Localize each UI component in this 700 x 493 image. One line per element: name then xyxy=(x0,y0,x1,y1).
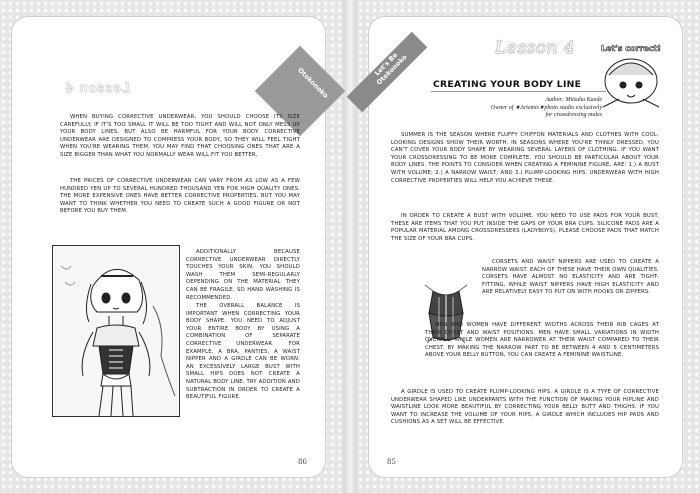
page-number: 86 xyxy=(298,458,307,466)
paragraph-5: A GIRDLE IS USED TO CREATE PLUMP-LOOKING HIPS. A GIRDLE IS A TYPE OF CORRECTIVE UNDERWEAR SHAPED LIKE UNDERPANTS WITH THE FUNCTION OF MAKING YOUR HIPLINE AND WAISTLINE LOOK MORE BEAUTIFUL BY CORRECTING YOUR BELLY BUTT AND THIGHS. IF YOU WANT TO INCREASE THE VOLUME OF YOUR HIPS, A GIRDLE WHICH INCLUDES HIP PADS AND CUSHIONS AS A SET WILL BE EFFECTIVE. xyxy=(391,389,659,426)
right-page xyxy=(369,17,682,477)
paragraph-2: IN ORDER TO CREATE A BUST WITH VOLUME, YOU NEED TO USE PADS FOR YOUR BUST. THESE ARE ITEMS THAT YOU PUT INSIDE THE GAPS OF YOUR BRA CUPS. SILICONE PADS ARE A POPULAR MATERIAL AMONG CROSSDRESSERS (LADYBOYS). PLEASE CHOOSE PADS THAT MATCH THE SIZE OF YOUR BRA CUPS. xyxy=(391,213,659,242)
mascot-badge xyxy=(591,37,671,119)
manga-illustration xyxy=(52,245,180,417)
lesson-label: Lesson 4 xyxy=(495,38,576,58)
credit-owner: Owner of ★Artemis★photo studio exclusively xyxy=(490,104,602,111)
book-gutter xyxy=(343,0,357,493)
crossdresser-figure-image xyxy=(53,246,179,416)
mirrored-lesson-header: Lesson 4 xyxy=(64,81,131,96)
page-number: 85 xyxy=(387,458,396,466)
paragraph-4: THE OVERALL BALANCE IS IMPORTANT WHEN CORRECTING YOUR BODY SHAPE. YOU NEED TO ADJUST YOUR ENTIRE BODY BY USING A COMBINATION OF SEPARATE CORRECTIVE UNDERWEAR. FOR EXAMPLE, A BRA, PANTIES, A WAIST NIPPER AND A GIRDLE CAN BE WORN. AN EXCESSIVELY LARGE BUST WITH SMALL HIPS DOES NOT CREATE A NATURAL BODY LINE. TRY ADDITION AND SUBTRACTION IN ORDER TO CREATE A BEAUTIFUL FIGURE. xyxy=(186,303,300,401)
credit-author: Author: Mitsuha Kaede xyxy=(545,97,602,103)
left-page xyxy=(12,17,330,477)
side-tab-label: Let's Be Otokonoko xyxy=(373,51,409,87)
credit-note: for crossdressing males xyxy=(545,112,602,118)
corner-tab-label: Otokonoko xyxy=(296,66,330,100)
paragraph-1: SUMMER IS THE SEASON WHERE FLUFFY CHIFFON MATERIALS AND CLOTHES WITH COOL-LOOKING DESIGNS SHOW THEIR WORTH. IN SEASONS WHERE YOU'RE THINLY DRESSED, YOU CAN'T COVER YOUR BODY SHAPE BY WEARING SEVERAL LAYERS OF CLOTHING. IF YOU WANT YOUR CROSSDRESSING TO BE MORE COMPLETE, YOU SHOULD BE PARTICULAR ABOUT YOUR BODY LINES. THE POINTS TO CONSIDER WHEN CREATING A FEMININE FIGURE, ARE: 1.) A BUST WITH VOLUME; 2.) A NARROW WAIST; AND 3.) PLUMP-LOOKING HIPS. UNDERWEAR WITH HIGH CORRECTIVE PROPERTIES WILL HELP YOU ACHIEVE THESE. xyxy=(391,132,659,184)
paragraph-4: MEN AND WOMEN HAVE DIFFERENT WIDTHS ACROSS THEIR RIB CAGES AT THEIR CHEST AND WAIST POSITIONS. MEN HAVE SMALL VARIATIONS IN WIDTH OVERALL, WHILE WOMEN ARE NARROWER AT THEIR WAIST COMPARED TO THEIR CHEST. BY MAKING THE NARROW PART TO BE BETWEEN 4 AND 5 CENTIMETERS ABOVE YOUR BELLY BUTTON, YOU CAN CREATE A FEMININE WAISTLINE. xyxy=(425,322,659,359)
chapter-title: CREATING YOUR BODY LINE xyxy=(433,79,582,90)
badge-text: Let's correct! xyxy=(600,44,662,53)
paragraph-3: ADDITIONALLY BECAUSE CORRECTIVE UNDERWEAR DIRECTLY TOUCHES YOUR SKIN, YOU SHOULD WASH THEM SEMI-REGULARLY DEPENDING ON THE MATERIAL THEY CAN BE FRAGILE, SO HAND WASHING IS RECOMMENDED. xyxy=(186,249,300,301)
paragraph-3: CORSETS AND WAIST NIPPERS ARE USED TO CREATE A NARROW WAIST. EACH OF THESE HAVE THEIR OWN QUALITIES. CORSETS HAVE ALMOST NO ELASTICITY AND ARE TIGHT-FITTING, WHILE WAIST NIPPERS HAVE HIGH ELASTICITY AND ARE RELATIVELY EASY TO PUT ON WITH HOOKS OR ZIPPERS. xyxy=(482,259,659,296)
title-rule xyxy=(431,91,606,92)
paragraph-1: WHEN BUYING CORRECTIVE UNDERWEAR, YOU SHOULD CHOOSE ITS SIZE CAREFULLY. IF IT'S TOO SMALL IT WILL BE TOO TIGHT AND WILL NOT ONLY MESS UP YOUR BODY LINES, BUT ALSO BE HARMFUL FOR YOUR BODY. CORRECTIVE UNDERWEAR ARE DESIGNED TO COMPRESS YOUR BODY, SO THEY WILL FEEL TIGHT WHEN YOU'RE WEARING THEM. YOU MAY FIND THAT CHOOSING ONES THAT ARE A SIZE BIGGER THAN WHAT YOU NORMALLY WEAR WILL FIT YOU BETTER. xyxy=(60,114,300,158)
paragraph-2: THE PRICES OF CORRECTIVE UNDERWEAR CAN VARY FROM AS LOW AS A FEW HUNDRED YEN UP TO SEVERAL HUNDRED THOUSAND YEN FOR HIGH QUALITY ONES. THE MORE EXPENSIVE ONES HAVE BETTER CORRECTIVE PROPERTIES, BUT YOU MAY WANT TO THINK WHETHER YOU NEED TO CREATE SUCH A GOOD FIGURE OR NOT BEFORE YOU BUY THEM. xyxy=(60,178,300,215)
mascot-image xyxy=(591,37,671,119)
